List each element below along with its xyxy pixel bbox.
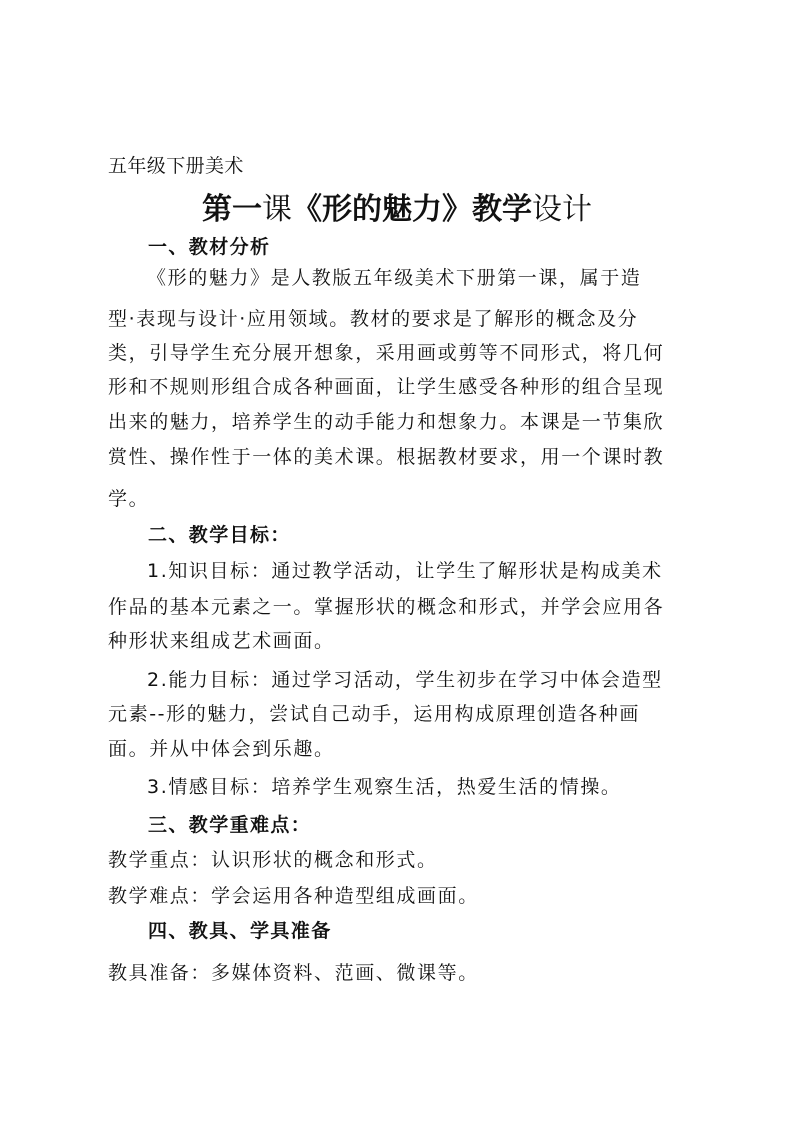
title-part-3: 《形的魅力》教学 (292, 192, 532, 227)
paragraph-line: 型·表现与设计·应用领域。教材的要求是了解形的概念及分 (108, 308, 639, 330)
paragraph-line: 种形状来组成艺术画面。 (108, 630, 335, 652)
paragraph-line: 教学难点：学会运用各种造型组成画面。 (108, 885, 479, 907)
title-part-4: 设计 (532, 192, 592, 227)
section-heading-objectives: 二、教学目标： (148, 524, 291, 546)
paragraph-line: 教学重点：认识形状的概念和形式。 (108, 849, 438, 871)
paragraph-line: 作品的基本元素之一。掌握形状的概念和形式，并学会应用各 (108, 596, 665, 618)
paragraph-line: 《形的魅力》是人教版五年级美术下册第一课，属于造 (147, 267, 642, 289)
section-heading-materials-prep: 四、教具、学具准备 (148, 920, 332, 942)
section-heading-key-points: 三、教学重难点： (148, 814, 312, 836)
paragraph-line: 教具准备：多媒体资料、范画、微课等。 (108, 962, 479, 984)
paragraph-line: 1.知识目标：通过教学活动，让学生了解形状是构成美术 (147, 560, 663, 582)
section-heading-materials: 一、教材分析 (148, 236, 271, 258)
paragraph-line: 3.情感目标：培养学生观察生活，热爱生活的情操。 (147, 776, 622, 798)
title-part-1: 第一 (202, 192, 262, 227)
paragraph-line: 学。 (108, 488, 150, 510)
paragraph-line: 元素--形的魅力，尝试自己动手，运用构成原理创造各种画 (108, 703, 640, 725)
page-title (0, 190, 794, 230)
grade-subtitle: 五年级下册美术 (108, 155, 244, 177)
title-part-2: 课 (262, 192, 292, 227)
paragraph-line: 出来的魅力，培养学生的动手能力和想象力。本课是一节集欣 (108, 411, 665, 433)
paragraph-line: 2.能力目标：通过学习活动，学生初步在学习中体会造型 (147, 669, 663, 691)
paragraph-line: 类，引导学生充分展开想象，采用画或剪等不同形式，将几何 (108, 342, 665, 364)
paragraph-line: 面。并从中体会到乐趣。 (108, 738, 335, 760)
paragraph-line: 赏性、操作性于一体的美术课。根据教材要求，用一个课时教 (108, 446, 665, 468)
paragraph-line: 形和不规则形组合成各种画面，让学生感受各种形的组合呈现 (108, 376, 665, 398)
